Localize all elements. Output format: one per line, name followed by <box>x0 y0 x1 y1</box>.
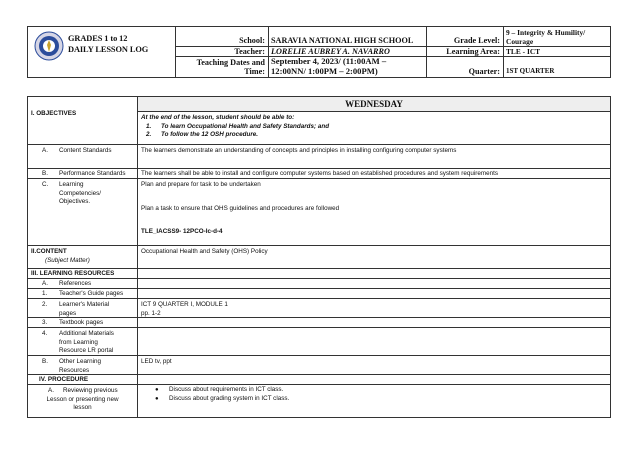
objectives-cell <box>138 97 610 144</box>
references-cell <box>138 279 610 288</box>
learners-material-number: 2. <box>42 301 48 308</box>
teachers-guide-cell <box>138 289 610 298</box>
additional-materials-number: 4. <box>42 330 48 337</box>
header-title-cell <box>28 27 176 77</box>
references-label: References <box>59 279 92 287</box>
content-text: Occupational Health and Safety (OHS) Policy <box>141 248 268 255</box>
review-bullet <box>155 395 607 404</box>
content-standards-label: Content Standards <box>59 147 112 154</box>
competency-text-1: Plan and prepare for task to be undertaken <box>141 181 261 188</box>
teachers-guide-row <box>28 289 610 299</box>
learners-material-label-cell <box>28 299 138 317</box>
other-resources-text: LED tv, ppt <box>141 358 172 365</box>
review-bullet <box>155 386 607 395</box>
dates-label-line-1: Teaching Dates and <box>196 57 265 67</box>
additional-materials-label-line-2: from Learning <box>59 338 98 346</box>
learners-material-cell <box>138 299 610 317</box>
learners-material-row <box>28 299 610 318</box>
other-resources-label-line-1: Other Learning <box>59 358 102 365</box>
review-label-line-3: lesson <box>73 404 92 412</box>
performance-standards-label-cell <box>28 169 138 178</box>
competencies-row <box>28 179 610 246</box>
teachers-guide-label: Teacher's Guide pages <box>59 289 124 297</box>
grade-level-label: Grade Level: <box>453 36 500 45</box>
deped-seal-icon <box>34 31 64 61</box>
learning-area-label: Learning Area: <box>446 46 500 56</box>
header-title <box>68 33 148 55</box>
textbook-pages-cell <box>138 318 610 327</box>
content-label: II.CONTENT <box>31 248 67 255</box>
grade-level-value-line-2: Courage <box>506 36 534 46</box>
lesson-log-header <box>27 26 611 78</box>
school-value: SARAVIA NATIONAL HIGH SCHOOL <box>271 36 414 45</box>
objectives-content <box>138 112 610 140</box>
objective-item-text: To follow the 12 OSH procedure. <box>161 131 259 139</box>
textbook-pages-number: 3. <box>42 318 48 326</box>
competencies-cell <box>138 179 610 245</box>
competencies-number: C. <box>42 181 49 188</box>
learners-material-label-line-2: pages <box>59 309 77 317</box>
objectives-intro: At the end of the lesson, student should be able to: <box>141 114 295 121</box>
performance-standards-row <box>28 169 610 179</box>
teacher-value: LORELIE AUBREY A. NAVARRO <box>271 46 390 56</box>
learning-resources-cell <box>138 269 610 278</box>
bullet-icon: ● <box>155 387 159 393</box>
dates-value-line-1: September 4, 2023/ (11:00AM – <box>271 57 387 66</box>
competencies-label-line-1: Learning <box>59 181 84 188</box>
competencies-label-line-3: Objectives. <box>59 198 91 206</box>
dates-value-line-2: 12:00NN/ 1:00PM – 2:00PM) <box>271 67 378 76</box>
review-label-cell <box>28 385 138 417</box>
learners-material-text-2: pp. 1-2 <box>141 309 161 317</box>
textbook-pages-row <box>28 318 610 328</box>
other-resources-label-cell <box>28 356 138 374</box>
lesson-log-table <box>27 96 611 418</box>
bullet-icon: ● <box>155 395 159 402</box>
objective-item-number: 1. <box>146 122 152 130</box>
additional-materials-label-line-1: Additional Materials <box>59 330 114 337</box>
review-bullet-text: Discuss about grading system in ICT class. <box>169 394 290 402</box>
teachers-guide-number: 1. <box>42 289 48 297</box>
review-cell <box>138 385 610 417</box>
other-resources-label-line-2: Resources <box>59 366 90 374</box>
performance-standards-number: B. <box>42 169 48 177</box>
content-standards-label-cell <box>28 145 138 168</box>
teacher-label: Teacher: <box>234 46 265 56</box>
learning-resources-label: III. LEARNING RESOURCES <box>28 269 138 278</box>
textbook-pages-label: Textbook pages <box>59 318 104 326</box>
review-label-line-1: Reviewing previous <box>63 387 118 394</box>
dates-label-line-2: Time: <box>244 67 265 76</box>
learning-resources-row <box>28 269 610 279</box>
quarter-value: 1ST QUARTER <box>506 67 555 75</box>
objective-item <box>141 123 607 132</box>
quarter-label: Quarter: <box>468 67 500 76</box>
references-row <box>28 279 610 289</box>
content-standards-text: The learners demonstrate an understanding of concepts and principles in installing configuring computer systems <box>141 147 457 154</box>
performance-standards-label: Performance Standards <box>59 169 126 177</box>
learning-area-value: TLE - ICT <box>506 46 541 56</box>
header-info-grid <box>176 27 610 77</box>
additional-materials-label-cell <box>28 328 138 355</box>
additional-materials-row <box>28 328 610 356</box>
performance-standards-text: The learners shall be able to install and configure computer systems based on established procedures and system requirements <box>141 169 499 177</box>
other-resources-row <box>28 356 610 375</box>
other-resources-number: B. <box>42 358 48 365</box>
competencies-label-line-2: Competencies/ <box>59 189 101 197</box>
title-line-2: DAILY LESSON LOG <box>68 45 149 54</box>
objective-item-text: To learn Occupational Health and Safety Standards; and <box>161 122 330 130</box>
content-sub-label: (Subject Matter) <box>45 256 90 264</box>
review-row <box>28 385 610 417</box>
title-line-1: GRADES 1 to 12 <box>68 34 128 43</box>
objective-item <box>141 131 607 140</box>
competency-text-2: Plan a task to ensure that OHS guidelines and procedures are followed <box>141 204 340 212</box>
objective-item-number: 2. <box>146 131 152 139</box>
content-label-cell <box>28 246 138 268</box>
references-number: A. <box>42 279 48 287</box>
competency-code: TLE_IACSS9- 12PCO-Ic-d-4 <box>141 228 223 236</box>
school-label: School: <box>239 36 265 45</box>
procedure-label: IV. PROCEDURE <box>28 375 138 384</box>
textbook-pages-label-cell <box>28 318 138 327</box>
review-bullet-text: Discuss about requirements in ICT class. <box>169 386 284 393</box>
grade-level-value-line-1: 9 – Integrity & Humility/ <box>506 27 586 37</box>
references-label-cell <box>28 279 138 288</box>
learners-material-text-1: ICT 9 QUARTER I, MODULE 1 <box>141 301 228 308</box>
objectives-label: I. OBJECTIVES <box>28 97 138 144</box>
procedure-row <box>28 375 610 385</box>
procedure-cell <box>138 375 610 384</box>
review-number: A. <box>48 387 54 394</box>
objectives-row <box>28 97 610 145</box>
learners-material-label-line-1: Learner's Material <box>59 301 110 308</box>
competencies-label-cell <box>28 179 138 245</box>
additional-materials-label-line-3: Resource LR portal <box>59 347 114 355</box>
teachers-guide-label-cell <box>28 289 138 298</box>
day-header: WEDNESDAY <box>138 97 610 112</box>
additional-materials-cell <box>138 328 610 355</box>
content-row <box>28 246 610 269</box>
content-standards-row <box>28 145 610 169</box>
review-label-line-2: Lesson or presenting new <box>46 395 119 403</box>
content-standards-number: A. <box>42 147 48 154</box>
